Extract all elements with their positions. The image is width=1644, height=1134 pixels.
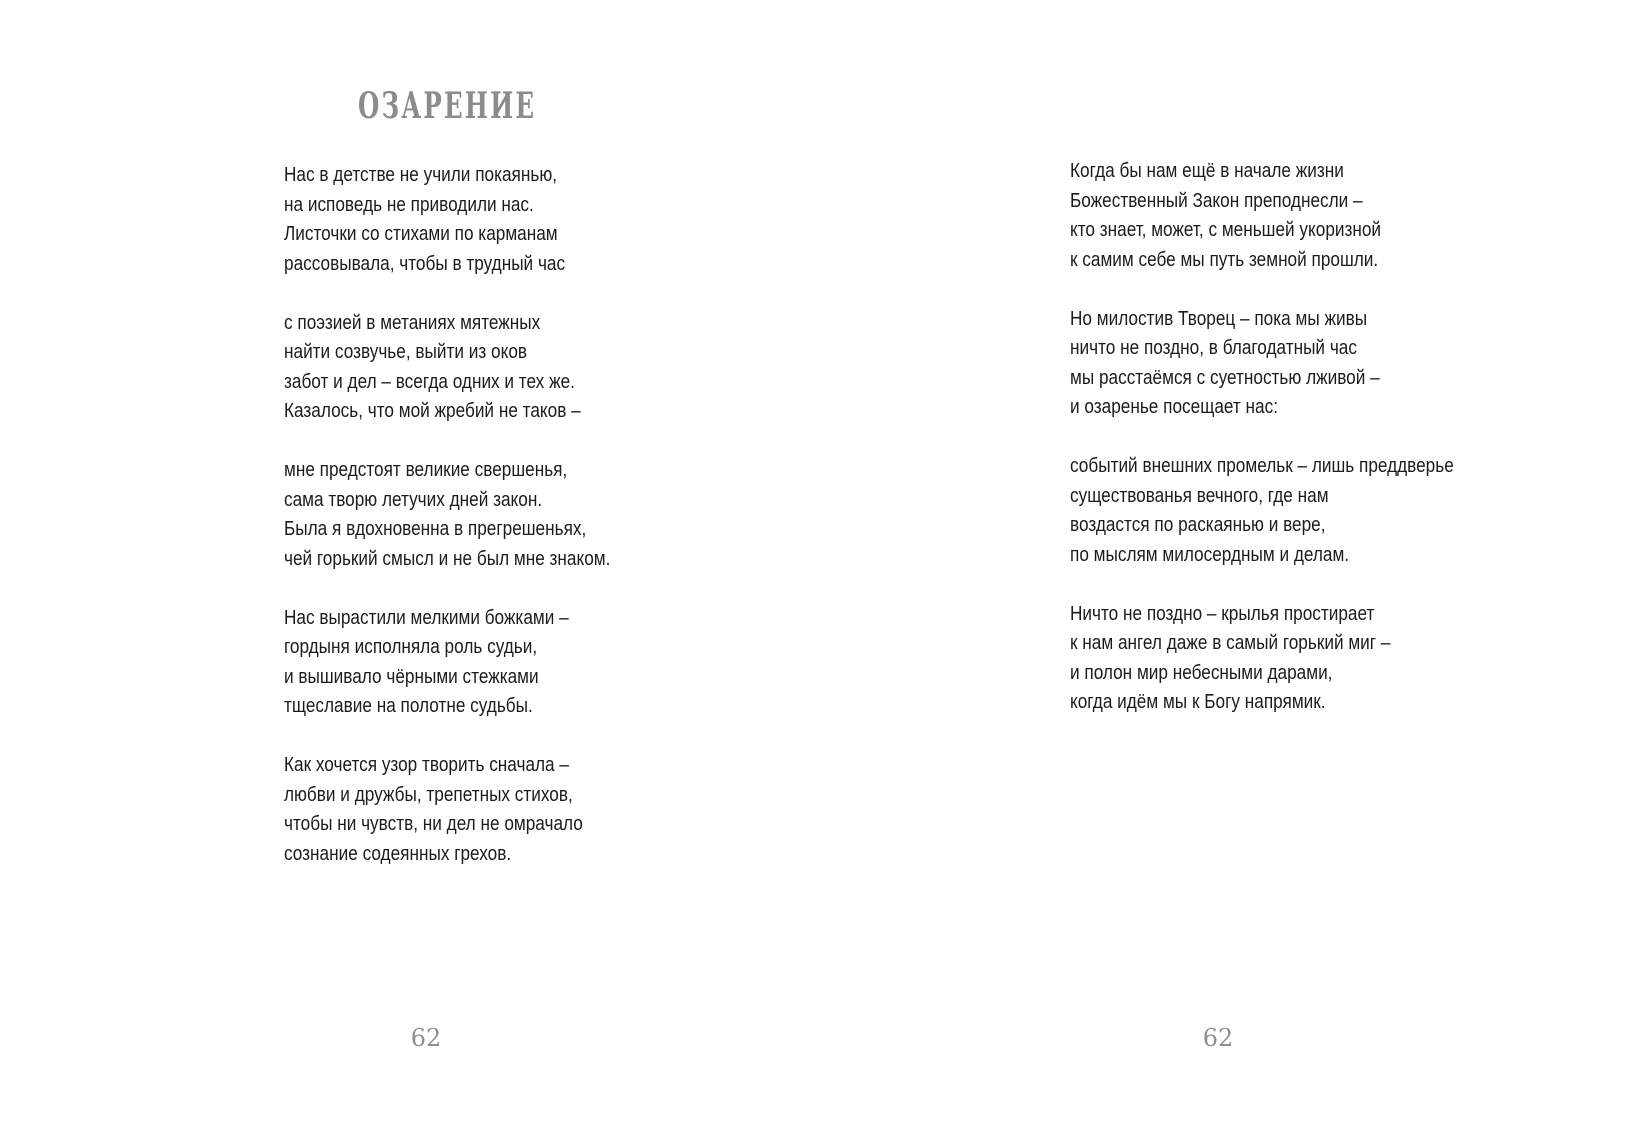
poem-line: к самим себе мы путь земной прошли. (1070, 248, 1379, 271)
poem-line: рассовывала, чтобы в трудный час (284, 252, 566, 275)
stanza (284, 604, 610, 722)
poem-line: ничто не поздно, в благодатный час (1070, 337, 1357, 359)
poem-line: чей горький смысл и не был мне знаком. (284, 547, 611, 570)
page-number-right: 62 (1202, 1024, 1234, 1052)
poem-line: сама творю летучих дней закон. (284, 488, 543, 511)
page-number-left: 62 (410, 1024, 442, 1052)
poem-line: существованья вечного, где нам (1070, 484, 1329, 507)
poem-line: когда идём мы к Богу напрямик. (1070, 691, 1326, 713)
poem-line: Нас вырастили мелкими божками – (284, 606, 569, 629)
stanza (284, 161, 610, 279)
poem-line: гордыня исполняла роль судьи, (284, 636, 538, 658)
poem-line: с поэзией в метаниях мятежных (284, 311, 541, 334)
poem-line: Листочки со стихами по карманам (284, 223, 558, 245)
poem-line: Нас в детстве не учили покаянью, (284, 164, 558, 186)
poem-line: Как хочется узор творить сначала – (284, 754, 569, 776)
poem-line: воздастся по раскаянью и вере, (1070, 514, 1326, 536)
stanza (1070, 305, 1454, 423)
right-page (822, 0, 1644, 1134)
poem-line: любви и дружбы, трепетных стихов, (284, 783, 573, 806)
poem-line: и полон мир небесными дарами, (1070, 661, 1333, 684)
poem-line: на исповедь не приводили нас. (284, 193, 534, 216)
poem-line: мне предстоят великие свершенья, (284, 459, 568, 481)
poem-body-right (1070, 157, 1454, 718)
stanza (284, 309, 610, 427)
poem-line: найти созвучье, выйти из оков (284, 341, 528, 363)
poem-line: тщеславие на полотне судьбы. (284, 695, 533, 717)
stanza (1070, 157, 1454, 275)
stanza (284, 751, 610, 869)
stanza (1070, 600, 1454, 718)
poem-line: и вышивало чёрными стежками (284, 665, 539, 688)
poem-line: мы расстаёмся с суетностью лживой – (1070, 366, 1380, 389)
poem-title: ОЗАРЕНИЕ (358, 84, 537, 128)
poem-line: событий внешних промельк – лишь преддверье (1070, 455, 1454, 477)
poem-line: кто знает, может, с меньшей укоризной (1070, 219, 1382, 241)
poem-line: забот и дел – всегда одних и тех же. (284, 370, 575, 393)
poem-line: Божественный Закон преподнесли – (1070, 189, 1363, 212)
poem-line: и озаренье посещает нас: (1070, 396, 1279, 418)
poem-line: сознание содеянных грехов. (284, 842, 512, 865)
stanza (284, 456, 610, 574)
poem-line: Ничто не поздно – крылья простирает (1070, 602, 1375, 625)
poem-line: Когда бы нам ещё в начале жизни (1070, 160, 1344, 182)
poem-line: по мыслям милосердным и делам. (1070, 543, 1350, 566)
poem-line: Казалось, что мой жребий не таков – (284, 400, 581, 422)
poem-line: чтобы ни чувств, ни дел не омрачало (284, 813, 583, 835)
poem-body-left (284, 161, 610, 869)
poem-line: к нам ангел даже в самый горький миг – (1070, 632, 1391, 654)
poem-line: Но милостив Творец – пока мы живы (1070, 307, 1368, 330)
poem-line: Была я вдохновенна в прегрешеньях, (284, 518, 587, 540)
stanza (1070, 452, 1454, 570)
